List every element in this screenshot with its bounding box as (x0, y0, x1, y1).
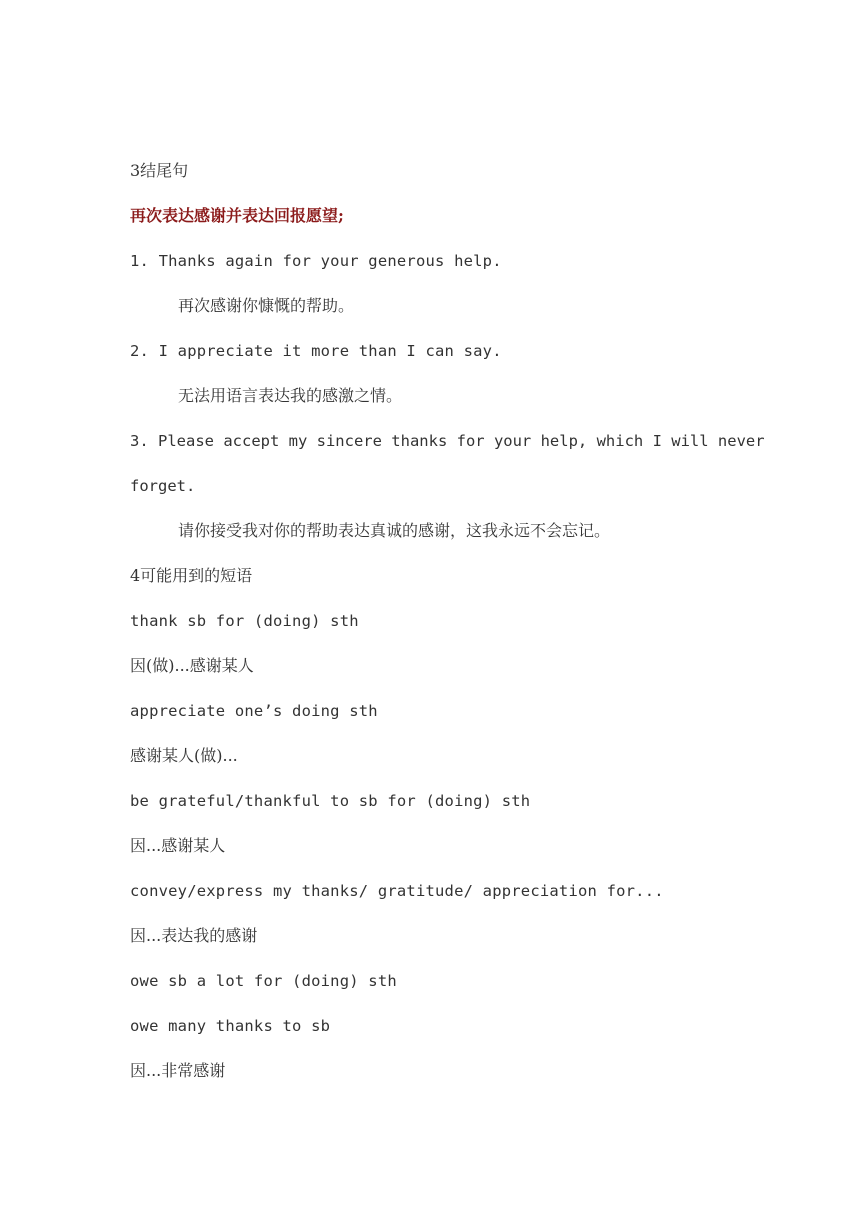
sentence-3-english-line-1: 3. Please accept my sincere thanks for your help, which I will never (130, 432, 765, 450)
phrase-6-chinese: 因...非常感谢 (130, 1061, 226, 1080)
sentence-1-english: 1. Thanks again for your generous help. (130, 252, 502, 270)
phrase-2-chinese: 感谢某人(做)... (130, 746, 238, 765)
document-page (130, 156, 765, 1101)
phrase-3-chinese: 因...感谢某人 (130, 836, 226, 855)
sentence-2-english: 2. I appreciate it more than I can say. (130, 342, 502, 360)
section-4-heading: 4可能用到的短语 (130, 566, 253, 585)
section-3-heading: 3结尾句 (130, 161, 189, 180)
section-3-subheading: 再次表达感谢并表达回报愿望; (130, 206, 344, 225)
phrase-6-english: owe many thanks to sb (130, 1017, 331, 1035)
phrase-1-chinese: 因(做)...感谢某人 (130, 656, 254, 675)
sentence-2-chinese: 无法用语言表达我的感激之情。 (178, 386, 403, 405)
phrase-1-english: thank sb for (doing) sth (130, 612, 359, 630)
phrase-3-english: be grateful/thankful to sb for (doing) sth (130, 792, 531, 810)
sentence-1-chinese: 再次感谢你慷慨的帮助。 (178, 296, 355, 315)
sentence-3-chinese: 请你接受我对你的帮助表达真诚的感谢，这我永远不会忘记。 (178, 521, 611, 540)
phrase-2-english: appreciate one’s doing sth (130, 702, 378, 720)
sentence-3-english-line-2: forget. (130, 477, 196, 495)
phrase-4-english: convey/express my thanks/ gratitude/ appreciation for... (130, 882, 664, 900)
phrase-4-chinese: 因...表达我的感谢 (130, 926, 258, 945)
phrase-5-english: owe sb a lot for (doing) sth (130, 972, 397, 990)
